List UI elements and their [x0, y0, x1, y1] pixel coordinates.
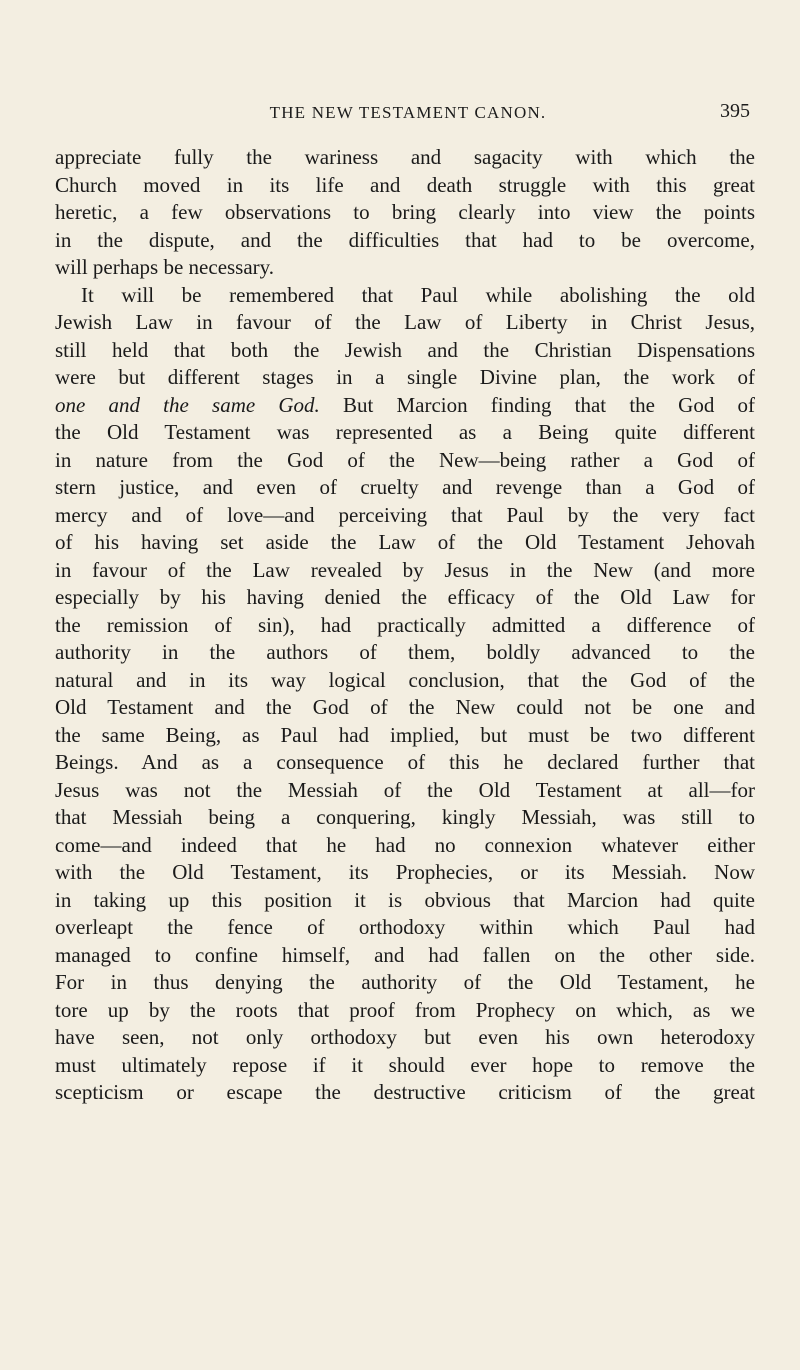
text-line: Church moved in its life and death struggle with this great [55, 172, 755, 197]
text-line: in the dispute, and the difficulties that had to be overcome, [55, 227, 755, 252]
text-line: stern justice, and even of cruelty and revenge than a God of [55, 475, 755, 499]
text-line: the Old Testament was represented as a Being quite different [55, 420, 755, 444]
text-line: For in thus denying the authority of the Old Testament, he [55, 970, 755, 994]
running-title: THE NEW TESTAMENT CANON. [269, 103, 547, 122]
text-line: with the Old Testament, its Prophecies, or its Messiah. Now [55, 860, 755, 884]
text-line: Jesus was not the Messiah of the Old Testament at all—for [55, 777, 755, 802]
page-number: 395 [720, 100, 750, 122]
text-line: overleapt the fence of orthodoxy within which Paul had [55, 915, 755, 939]
text-line: were but different stages in a single Divine plan, the work of [55, 365, 755, 389]
text-line: managed to confine himself, and had fallen on the other side. [55, 942, 755, 967]
text-line: of his having set aside the Law of the Old Testament Jehovah [55, 530, 755, 554]
text-line: have seen, not only orthodoxy but even his own heterodoxy [55, 1025, 755, 1049]
text-line: scepticism or escape the destructive criticism of the great [55, 1080, 755, 1104]
text-line: mercy and of love—and perceiving that Paul by the very fact [55, 502, 755, 527]
text-line: Jewish Law in favour of the Law of Liberty in Christ Jesus, [55, 310, 755, 334]
text-line: heretic, a few observations to bring clearly into view the points [55, 200, 755, 224]
body-text [55, 144, 755, 1107]
text-line: It will be remembered that Paul while abolishing the old [81, 282, 755, 307]
text-line: appreciate fully the wariness and sagacity with which the [55, 145, 755, 169]
text-line: natural and in its way logical conclusion, that the God of the [55, 667, 755, 692]
text-line: that Messiah being a conquering, kingly Messiah, was still to [55, 805, 755, 829]
text-line: authority in the authors of them, boldly advanced to the [55, 640, 755, 664]
text-line: one and the same God. But Marcion finding that the God of [55, 392, 755, 417]
text-line: still held that both the Jewish and the Christian Dispensations [55, 337, 755, 362]
text-line: must ultimately repose if it should ever hope to remove the [55, 1052, 755, 1077]
text-line: come—and indeed that he had no connexion whatever either [55, 832, 755, 857]
text-line: in taking up this position it is obvious that Marcion had quite [55, 887, 755, 912]
text-line: the same Being, as Paul had implied, but must be two different [55, 722, 755, 747]
text-line: will perhaps be necessary. [55, 255, 275, 279]
text-line: especially by his having denied the efficacy of the Old Law for [55, 585, 755, 609]
text-line: the remission of sin), had practically admitted a difference of [55, 612, 755, 637]
text-line: in favour of the Law revealed by Jesus in the New (and more [55, 557, 755, 582]
text-line: tore up by the roots that proof from Prophecy on which, as we [55, 997, 755, 1022]
text-line: Old Testament and the God of the New could not be one and [55, 695, 755, 719]
text-line: Beings. And as a consequence of this he declared further that [55, 750, 755, 774]
text-line: in nature from the God of the New—being rather a God of [55, 447, 755, 472]
